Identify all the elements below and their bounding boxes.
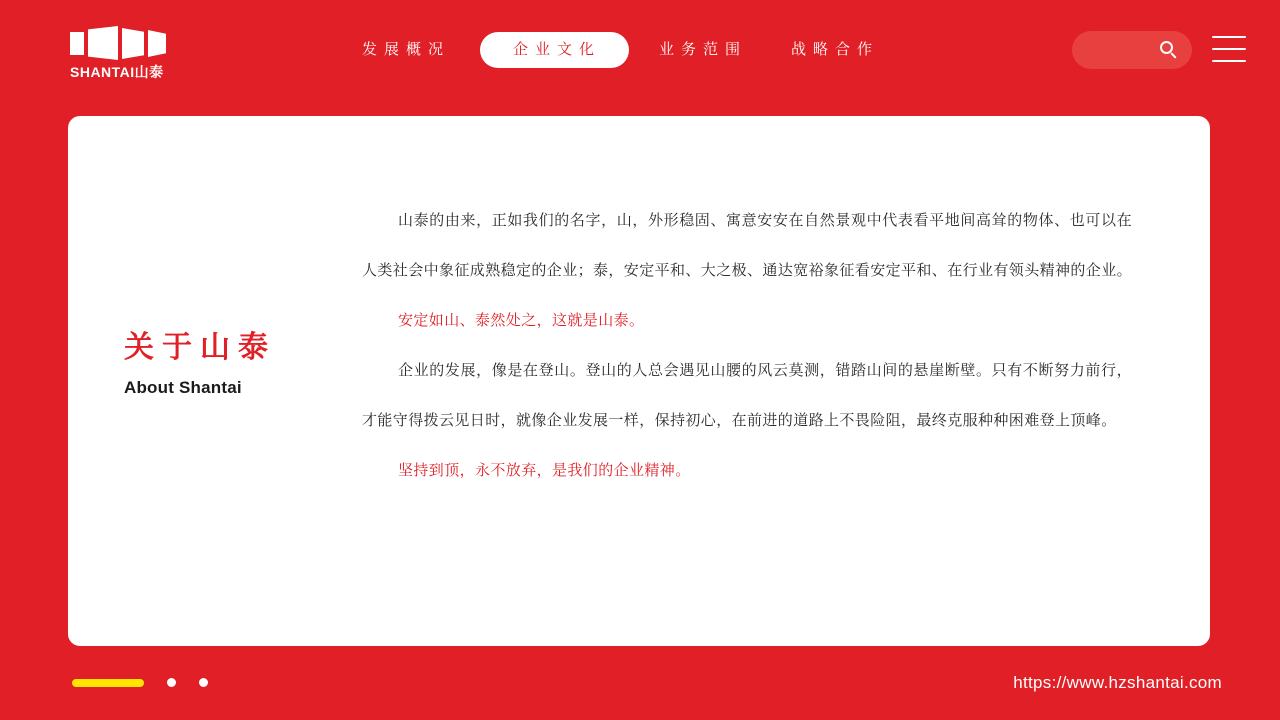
nav-item-business[interactable]: 业务范围 — [659, 41, 748, 58]
page-subtitle: About Shantai — [124, 378, 242, 397]
about-body — [362, 196, 1132, 496]
shantai-mountain-logo-icon — [70, 26, 170, 58]
about-paragraph-2: 安定如山、泰然处之，这就是山泰。 — [398, 312, 645, 329]
search-input[interactable] — [1072, 31, 1192, 69]
nav-item-development[interactable]: 发展概况 — [362, 41, 451, 58]
carousel-dot-2[interactable] — [167, 678, 176, 687]
carousel-dot-3[interactable] — [199, 678, 208, 687]
site-header — [0, 0, 1280, 100]
nav-item-cooperation[interactable]: 战略合作 — [791, 41, 880, 58]
search-icon[interactable] — [1160, 41, 1178, 59]
logo-text: SHANTAI山泰 — [70, 64, 164, 80]
main-nav — [340, 32, 901, 68]
site-url[interactable]: https://www.hzshantai.com — [1013, 673, 1222, 692]
about-heading-block — [124, 328, 374, 398]
about-paragraph-4: 坚持到顶，永不放弃，是我们的企业精神。 — [398, 462, 691, 479]
about-paragraph-1: 山泰的由来，正如我们的名字，山，外形稳固、寓意安安在自然景观中代表看平地间高耸的物体、也可以在人类社会中象征成熟稳定的企业；泰，安定平和、大之极、通达宽裕象征看安定平和、在行业有领头精神的企业。 — [362, 212, 1133, 279]
carousel-pagination — [72, 678, 208, 687]
about-paragraph-3: 企业的发展，像是在登山。登山的人总会遇见山腰的风云莫测，错踏山间的悬崖断壁。只有不断努力前行，才能守得拨云见日时，就像企业发展一样，保持初心，在前进的道路上不畏险阻，最终克服种种困难登上顶峰。 — [362, 362, 1132, 429]
logo[interactable] — [70, 26, 180, 82]
page-title: 关于山泰 — [124, 331, 276, 364]
carousel-dot-1-active[interactable] — [72, 679, 144, 687]
nav-item-culture[interactable]: 企业文化 — [480, 32, 629, 68]
about-card — [68, 116, 1210, 646]
hamburger-menu-icon[interactable] — [1212, 36, 1246, 62]
